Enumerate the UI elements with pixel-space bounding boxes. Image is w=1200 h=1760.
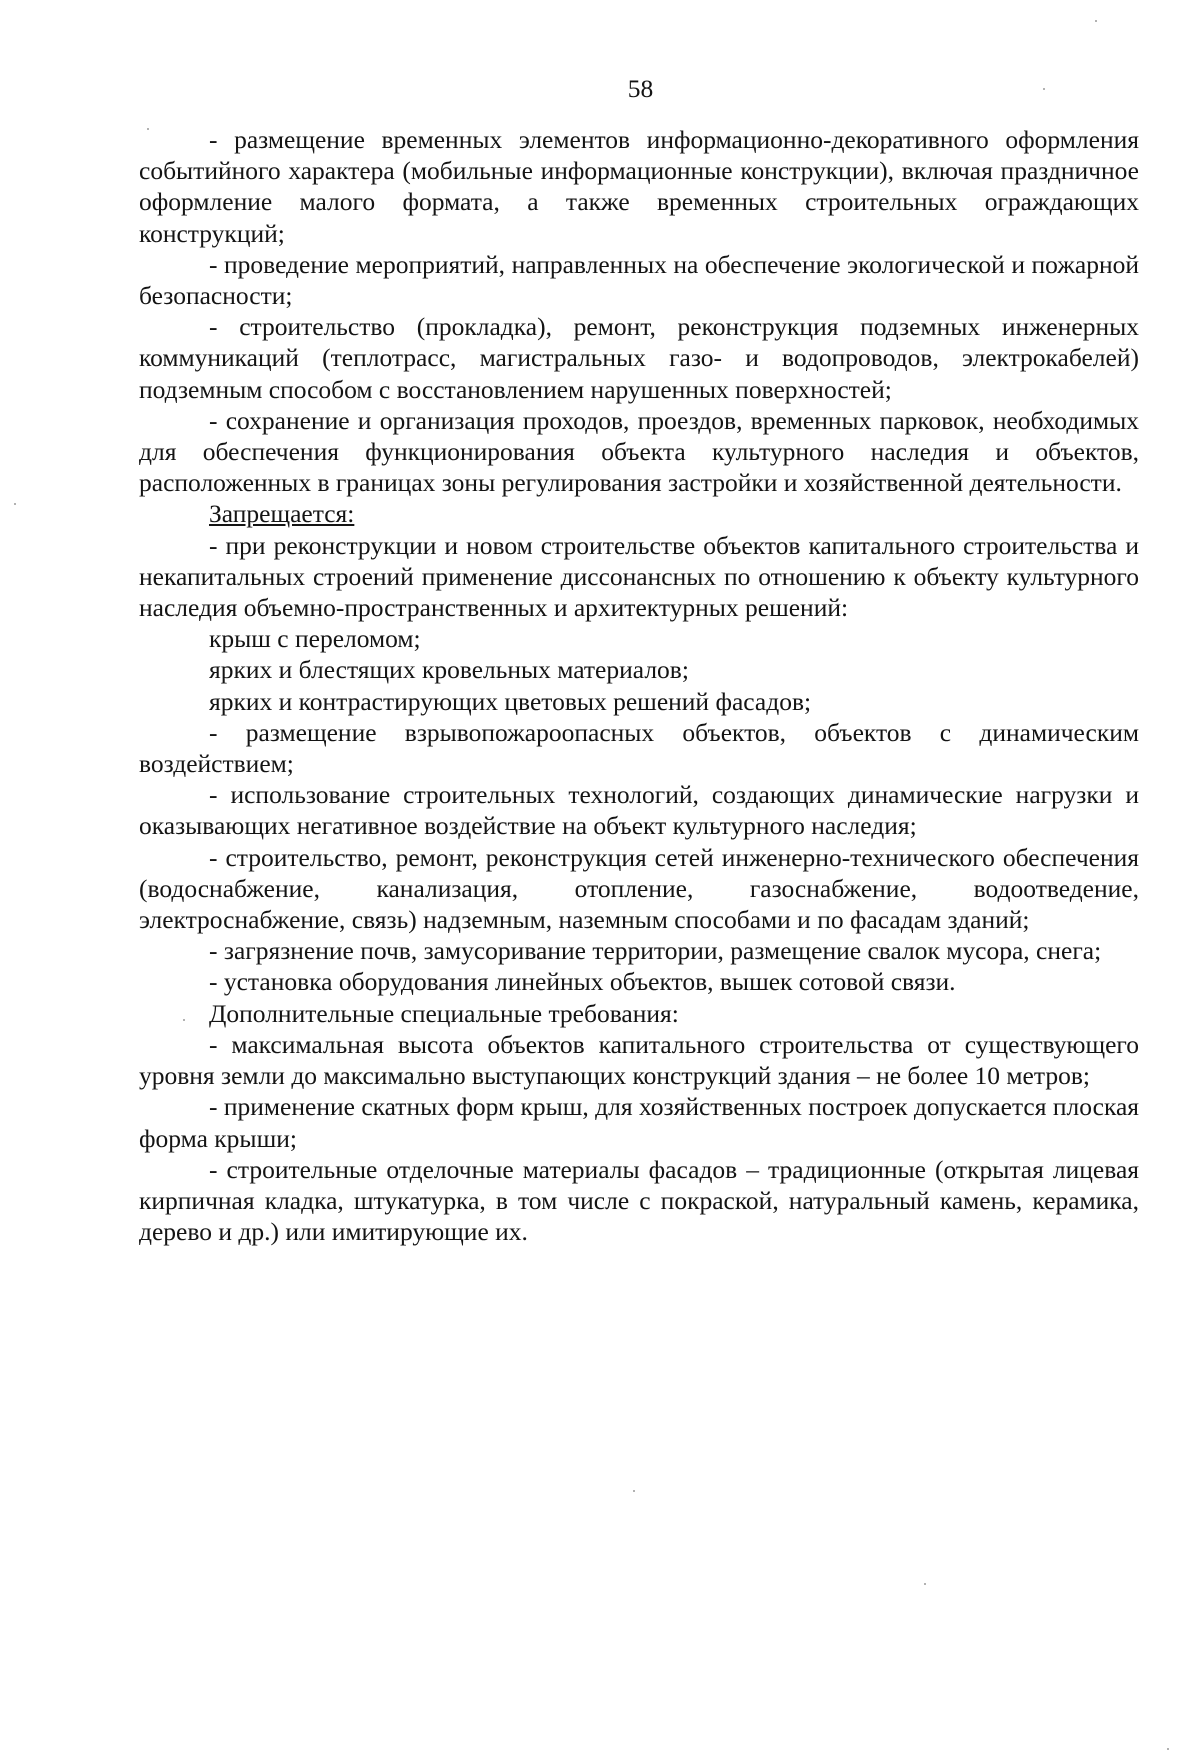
- paragraph-underground-utilities: - строительство (прокладка), ремонт, реконструкция подземных инженерных коммуникаций (теплотрасс, магистральных газо- и водопроводов, электрокабелей) подземным способом с восстановлением нарушенных поверхностей;: [139, 312, 1139, 404]
- prohibited-item-dynamic-loads: - использование строительных технологий, создающих динамические нагрузки и оказывающих негативное воздействие на объект культурного наследия;: [139, 780, 1139, 841]
- requirement-facade-materials: - строительные отделочные материалы фасадов – традиционные (открытая лицевая кирпичная кладка, штукатурка, в том числе с покраской, натуральный камень, керамика, дерево и др.) или имитирующие их.: [139, 1154, 1139, 1247]
- scan-speck: [1167, 1748, 1169, 1750]
- prohibited-item-dissonant-solutions: - при реконструкции и новом строительстве объектов капитального строительства и некапитальных строений применение диссонансных по отношению к объекту культурного наследия объемно-пространственных и архитектурных решений:: [139, 530, 1139, 623]
- additional-requirements-heading: Дополнительные специальные требования:: [209, 998, 679, 1028]
- requirement-max-height: - максимальная высота объектов капитального строительства от существующего уровня земли до максимально выступающих конструкций здания – не более 10 метров;: [139, 1029, 1139, 1091]
- prohibited-heading: [139, 498, 1139, 529]
- paragraph-passages-parking: - сохранение и организация проходов, проездов, временных парковок, необходимых для обеспечения функционирования объекта культурного наследия и объектов, расположенных в границах зоны регулирования застройки и хозяйственной деятельности.: [139, 405, 1139, 498]
- scan-speck: [1043, 88, 1045, 90]
- scan-speck: [147, 128, 149, 130]
- scan-speck: [633, 1490, 635, 1492]
- paragraph-safety-measures: - проведение мероприятий, направленных на обеспечение экологической и пожарной безопасности;: [139, 249, 1139, 311]
- prohibited-subitem-shiny-roofing: ярких и блестящих кровельных материалов;: [209, 655, 689, 685]
- prohibited-item-cell-towers: - установка оборудования линейных объектов, вышек сотовой связи.: [209, 967, 956, 997]
- prohibited-subitem-broken-roofs: крыш с переломом;: [209, 624, 421, 654]
- paragraph-temporary-elements: - размещение временных элементов информационно-декоративного оформления событийного характера (мобильные информационные конструкции), включая праздничное оформление малого формата, а также временных строительных ограждающих конструкций;: [139, 125, 1139, 248]
- prohibited-item-soil-pollution: - загрязнение почв, замусоривание территории, размещение свалок мусора, снега;: [209, 936, 1102, 966]
- prohibited-item-explosive-objects: - размещение взрывопожароопасных объектов, объектов с динамическим воздействием;: [139, 717, 1139, 779]
- page-number: 58: [627, 74, 654, 103]
- scan-speck: [1095, 20, 1097, 22]
- prohibited-heading-text: Запрещается:: [209, 499, 355, 529]
- prohibited-item-engineering-networks: - строительство, ремонт, реконструкция сетей инженерно-технического обеспечения (водоснабжение, канализация, отопление, газоснабжение, водоотведение, электроснабжение, связь) надземным, наземным способами и по фасадам зданий;: [139, 842, 1139, 935]
- document-body: [139, 124, 1139, 1247]
- requirement-pitched-roofs: - применение скатных форм крыш, для хозяйственных построек допускается плоская форма крыши;: [139, 1092, 1139, 1153]
- scan-speck: [183, 1019, 185, 1021]
- scan-speck: [924, 1583, 926, 1585]
- prohibited-subitem-contrasting-colors: ярких и контрастирующих цветовых решений фасадов;: [209, 686, 812, 716]
- scan-speck: [14, 503, 16, 505]
